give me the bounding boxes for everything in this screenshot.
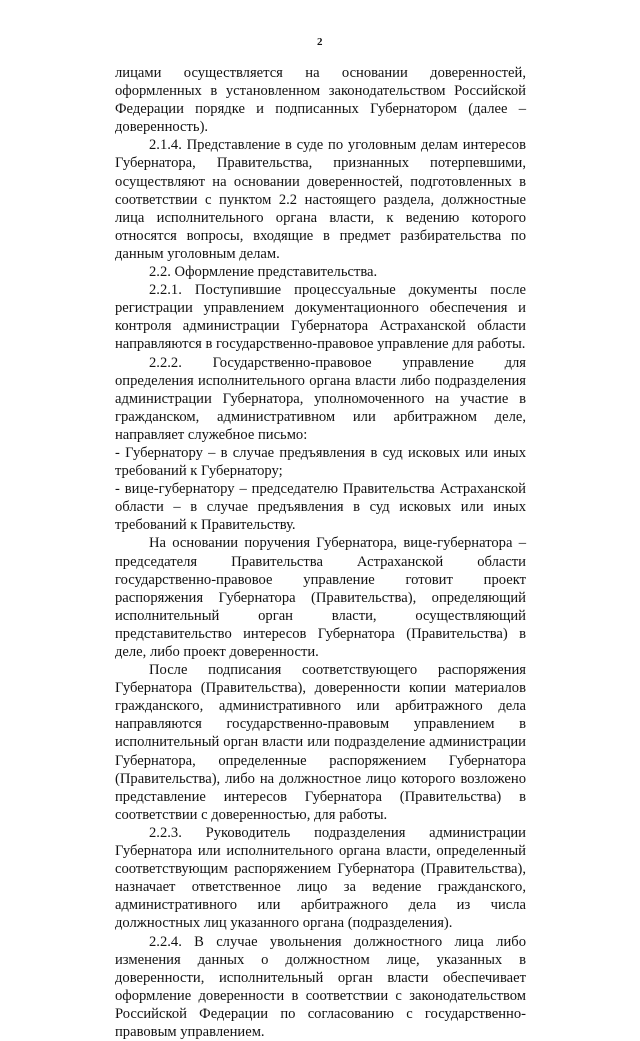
paragraph-2-1-4: 2.1.4. Представление в суде по уголовным делам интересов Губернатора, Правительства, признанных потерпевшими, осуществляют на основании доверенностей, подготовленных в соответствии с пунктом 2.2 настоящего раздела, должностные лица исполнительного органа власти, к ведению которого относятся вопросы, входящие в предмет разбирательства по данным уголовным делам. (115, 136, 526, 263)
section-heading-2-2: 2.2. Оформление представительства. (115, 263, 526, 281)
document-body (115, 64, 526, 1041)
list-item-vice-governor: - вице-губернатору – председателю Правительства Астраханской области – в случае предъявления в суд исковых или иных требований к Правительству. (115, 480, 526, 534)
paragraph-2-2-2: 2.2.2. Государственно-правовое управление для определения исполнительного органа власти либо подразделения администрации Губернатора, уполномоченного на участие в гражданском, административном или арбитражном деле, направляет служебное письмо: (115, 354, 526, 444)
page-number: 2 (0, 36, 640, 48)
paragraph-continuation: лицами осуществляется на основании доверенностей, оформленных в установленном законодательством Российской Федерации порядке и подписанных Губернатором (далее – доверенность). (115, 64, 526, 136)
paragraph-order-draft: На основании поручения Губернатора, вице-губернатора – председателя Правительства Астраханской области государственно-правовое управление готовит проект распоряжения Губернатора (Правительства), определяющий исполнительный орган власти, осуществляющий представительство интересов Губернатора (Правительства) в деле, либо проект доверенности. (115, 534, 526, 661)
paragraph-2-2-4: 2.2.4. В случае увольнения должностного лица либо изменения данных о должностном лице, указанных в доверенности, исполнительный орган власти обеспечивает оформление доверенности в соответствии с законодательством Российской Федерации по согласованию с государственно-правовым управлением. (115, 933, 526, 1041)
paragraph-2-2-3: 2.2.3. Руководитель подразделения администрации Губернатора или исполнительного органа власти, определенный соответствующим распоряжением Губернатора (Правительства), назначает ответственное лицо за ведение гражданского, административного или арбитражного дела из числа должностных лиц указанного органа (подразделения). (115, 824, 526, 933)
paragraph-2-2-1: 2.2.1. Поступившие процессуальные документы после регистрации управлением документационного обеспечения и контроля администрации Губернатора Астраханской области направляются в государственно-правовое управление для работы. (115, 281, 526, 353)
paragraph-after-signing: После подписания соответствующего распоряжения Губернатора (Правительства), доверенности копии материалов гражданского, административного или арбитражного дела направляются государственно-правовым управлением в исполнительный орган власти или подразделение администрации Губернатора, определенные распоряжением Губернатора (Правительства), либо на должностное лицо которого возложено представление интересов Губернатора (Правительства) в соответствии с доверенностью, для работы. (115, 661, 526, 824)
list-item-governor: - Губернатору – в случае предъявления в суд исковых или иных требований к Губернатору; (115, 444, 526, 480)
